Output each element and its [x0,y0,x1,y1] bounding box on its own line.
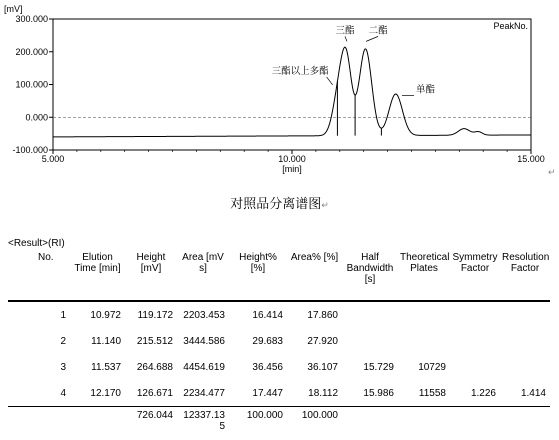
table-cell [500,328,550,354]
table-cell: 4 [8,380,70,407]
chart-caption: 对照品分离谱图↵ [0,193,559,212]
y-tick-label: 200.000 [15,47,48,57]
chromatogram-svg [0,0,559,180]
y-tick-label: 300.000 [15,14,48,24]
table-cell [500,407,550,440]
table-cell [398,301,450,328]
table-cell: 2 [8,328,70,354]
header-no: No. [8,249,70,301]
table-cell: 15.729 [342,354,398,380]
result-table [8,249,550,440]
x-tick-label: 15.000 [517,154,545,164]
table-cell: 11.537 [70,354,125,380]
header-theoretical-plates: Theoretical Plates [398,249,450,301]
table-cell: 2203.453 [177,301,229,328]
annotation-leader [366,36,378,41]
x-tick-label: 5.000 [42,154,65,164]
table-row [8,301,550,328]
table-cell: 1 [8,301,70,328]
y-tick-label: -100.000 [12,145,48,155]
header-area: Area [mV s] [177,249,229,301]
table-cell: 126.671 [125,380,177,407]
table-cell: 10729 [398,354,450,380]
table-cell: 4454.619 [177,354,229,380]
table-row [8,354,550,380]
result-header-row [8,249,550,301]
header-half-bandwidth: Half Bandwidth [s] [342,249,398,301]
table-cell: 2234.477 [177,380,229,407]
table-cell: 215.512 [125,328,177,354]
table-cell: 27.920 [287,328,342,354]
table-cell: 16.414 [229,301,287,328]
totals-row [8,407,550,440]
annotation-leader [345,36,347,41]
table-cell [450,354,500,380]
return-mark: ↵ [548,167,556,178]
table-cell: 17.860 [287,301,342,328]
table-cell: 10.972 [70,301,125,328]
table-cell: 1.414 [500,380,550,407]
annotation-mono-ester: 单酯 [416,83,435,95]
table-cell [8,407,70,440]
corner-label: PeakNo. [493,21,528,31]
table-row [8,328,550,354]
header-height-pct: Height% [%] [229,249,287,301]
table-cell [342,328,398,354]
x-tick-label: 10.000 [278,154,306,164]
caption-text: 对照品分离谱图 [230,197,321,212]
table-cell: 119.172 [125,301,177,328]
header-symmetry-factor: Symmetry Factor [450,249,500,301]
table-cell: 36.456 [229,354,287,380]
table-cell [398,407,450,440]
table-cell: 29.683 [229,328,287,354]
y-unit-label: [mV] [4,4,23,14]
annotation-poly-ester: 三酯以上多酯 [272,65,329,77]
table-row [8,380,550,407]
y-tick-label: 100.000 [15,80,48,90]
table-cell [450,301,500,328]
table-cell [450,407,500,440]
chromatogram-trace [53,47,531,137]
header-elution-time: Elution Time [min] [70,249,125,301]
table-cell [342,301,398,328]
table-cell [398,328,450,354]
table-cell [70,407,125,440]
table-cell: 11.140 [70,328,125,354]
table-cell: 264.688 [125,354,177,380]
annotation-tri-ester: 三酯 [335,24,354,36]
table-cell: 100.000 [287,407,342,440]
table-cell: 100.000 [229,407,287,440]
table-cell: 18.112 [287,380,342,407]
header-resolution-factor: Resolution Factor [500,249,550,301]
table-cell: 11558 [398,380,450,407]
table-cell: 12337.135 [177,407,229,440]
table-cell: 17.447 [229,380,287,407]
table-cell: 3 [8,354,70,380]
chromatogram-chart [0,0,559,180]
table-cell: 12.170 [70,380,125,407]
annotation-di-ester: 二酯 [369,24,388,36]
table-cell [500,354,550,380]
x-unit-label: [min] [282,164,302,174]
y-tick-label: 0.000 [25,112,48,122]
table-cell [500,301,550,328]
header-height: Height [mV] [125,249,177,301]
header-area-pct: Area% [%] [287,249,342,301]
annotation-leader [327,77,333,85]
table-cell: 36.107 [287,354,342,380]
table-cell: 1.226 [450,380,500,407]
table-cell [450,328,500,354]
result-title: <Result>(RI) [8,238,65,249]
table-cell [342,407,398,440]
table-cell: 726.044 [125,407,177,440]
table-cell: 15.986 [342,380,398,407]
table-cell: 3444.586 [177,328,229,354]
